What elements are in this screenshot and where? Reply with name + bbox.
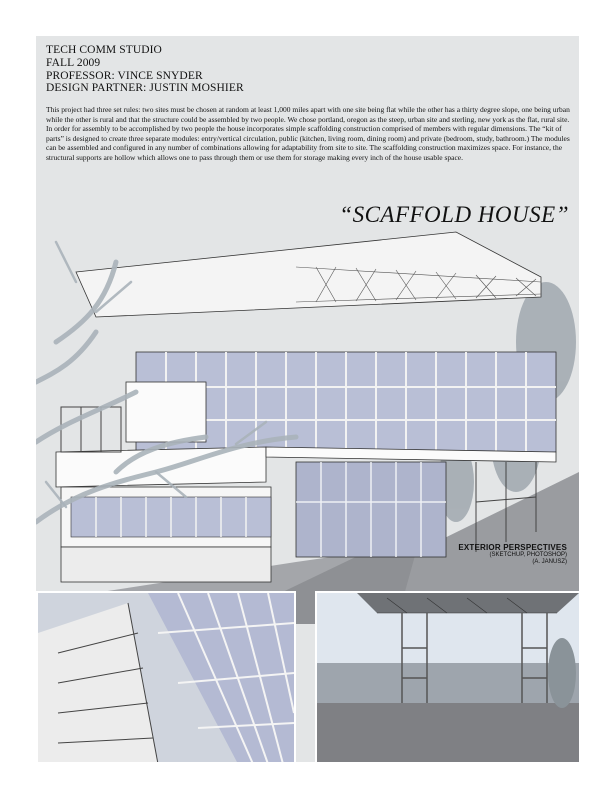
design-partner: DESIGN PARTNER: JUSTIN MOSHIER: [46, 82, 244, 95]
project-header: [46, 44, 244, 95]
render-caption: [458, 543, 567, 566]
semester: FALL 2009: [46, 56, 101, 69]
professor-name: PROFESSOR: VINCE SNYDER: [46, 69, 203, 82]
caption-author: (A. JANUSZ): [532, 559, 567, 565]
studio-name: TECH COMM STUDIO: [46, 44, 162, 56]
project-description: This project had three set rules: two sites must be chosen at random at least 1,000 miles apart with one site being flat while the other has a thirty degree slope, one being urban while the other is rural and that the structure could be assembled by two people. We chose portland, oregon as the steep, urban site and sterling, new york as the flat, rural site. In order for assembly to be accomplished by two people the house incorporates simple scaffolding construction comprised of members with regular dimensions. The “kit of parts” is designed to create three separate modules: entry/vertical circulation, public (kitchen, living room, dining room) and private (bedroom, study, bathroom.) The modules can be assembled and configured in any number of combinations allowing for adaptability from site to site. The scaffolding construction maximizes space. For instance, the structural supports are hollow which allows one to pass through them or use them for storage making every inch of the house usable space.: [46, 105, 570, 162]
caption-title: EXTERIOR PERSPECTIVES: [458, 543, 567, 552]
deck-view-thumbnail: [315, 591, 579, 762]
project-title: “SCAFFOLD HOUSE”: [339, 202, 569, 227]
interior-perspective-thumbnail: [36, 591, 296, 762]
caption-software: (SKETCHUP, PHOTOSHOP): [489, 552, 567, 558]
presentation-board: [36, 36, 579, 762]
